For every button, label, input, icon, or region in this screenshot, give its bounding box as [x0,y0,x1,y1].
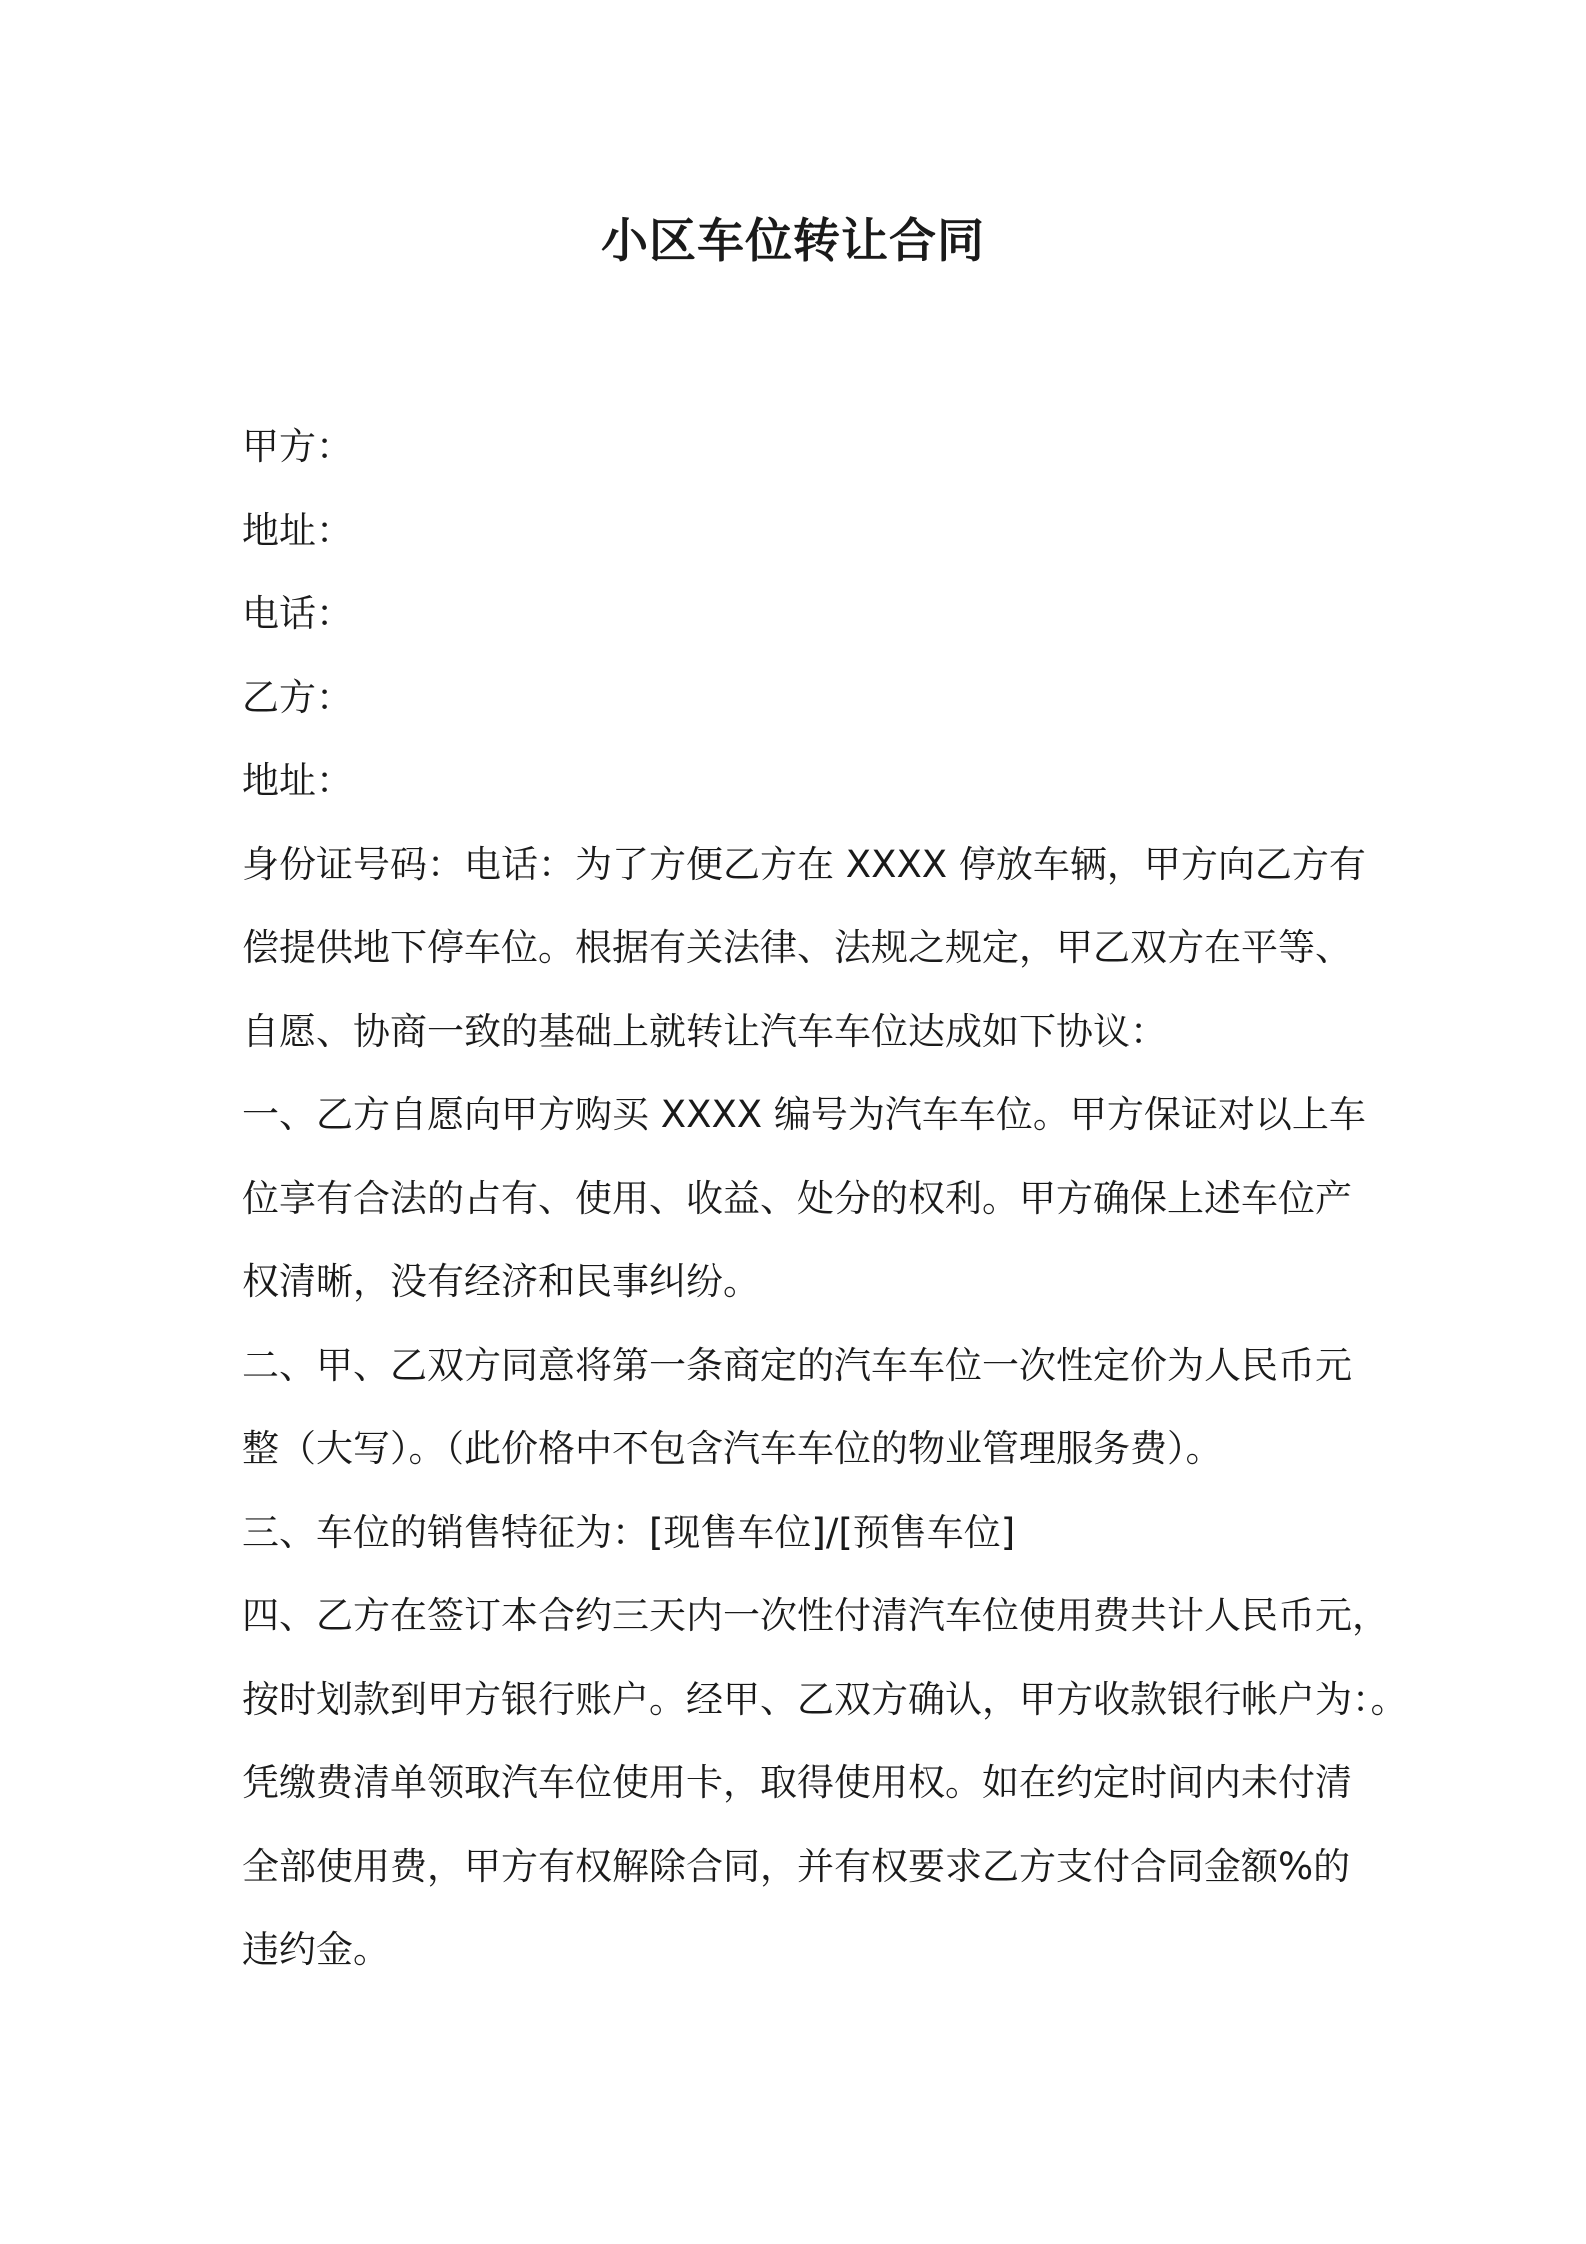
clause-2-line: 整（大写）。（此价格中不包含汽车车位的物业管理服务费）。 [242,1427,1223,1470]
clause-4-line: 全部使用费，甲方有权解除合同，并有权要求乙方支付合同金额%的 [242,1844,1351,1888]
paragraph-line: 偿提供地下停车位。根据有关法律、法规之规定，甲乙双方在平等、 [242,926,1352,969]
document-body [242,405,1408,1992]
party-a-phone-line: 电话： [242,592,353,635]
clause-4-line: 四、乙方在签订本合约三天内一次性付清汽车位使用费共计人民币元， [242,1594,1389,1637]
party-a-address-line: 地址： [242,508,353,552]
document-title: 小区车位转让合同 [601,214,985,269]
clause-3-line: 三、车位的销售特征为：[现售车位]/[预售车位] [242,1510,1016,1554]
clause-4-line: 违约金。 [242,1928,390,1971]
paragraph-line: 自愿、协商一致的基础上就转让汽车车位达成如下协议： [242,1009,1167,1053]
clause-4-line: 按时划款到甲方银行账户。经甲、乙双方确认，甲方收款银行帐户为：。 [242,1677,1408,1721]
party-b-address-line: 地址： [242,759,353,802]
clause-1-line: 一、乙方自愿向甲方购买 XXXX 编号为汽车车位。甲方保证对以上车 [242,1093,1366,1136]
party-a-line: 甲方： [242,425,353,468]
party-b-line: 乙方： [242,675,353,719]
paragraph-line: 身份证号码：电话：为了方便乙方在 XXXX 停放车辆，甲方向乙方有 [242,842,1366,886]
clause-1-line: 权清晰，没有经济和民事纠纷。 [242,1260,760,1303]
clause-4-line: 凭缴费清单领取汽车位使用卡，取得使用权。如在约定时间内未付清 [242,1761,1352,1804]
clause-1-line: 位享有合法的占有、使用、收益、处分的权利。甲方确保上述车位产 [242,1176,1352,1220]
clause-2-line: 二、甲、乙双方同意将第一条商定的汽车车位一次性定价为人民币元 [242,1343,1352,1387]
